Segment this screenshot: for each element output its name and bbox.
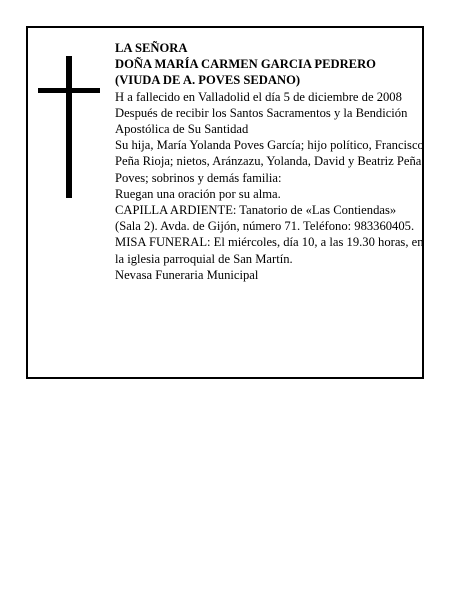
- widow-of: (VIUDA DE A. POVES SEDANO): [115, 73, 301, 88]
- obituary-notice: [26, 26, 424, 379]
- deceased-name: DOÑA MARÍA CARMEN GARCIA PEDRERO: [115, 57, 376, 72]
- notice-body: [115, 40, 425, 283]
- funeral-mass-info: MISA FUNERAL: El miércoles, día 10, a las 19.30 horas, en la iglesia parroquial de San Martín.: [115, 235, 424, 266]
- cross-vertical-bar: [66, 56, 72, 198]
- notice-heading: LA SEÑORA: [115, 41, 188, 55]
- sacraments-text: Después de recibir los Santos Sacramentos y la Bendición Apostólica de Su Santidad: [115, 105, 408, 137]
- chapel-info: CAPILLA ARDIENTE: Tanatorio de «Las Contiendas» (Sala 2). Avda. de Gijón, número 71. Teléfono: 983360405.: [115, 203, 415, 234]
- cross-horizontal-bar: [38, 88, 100, 93]
- prayer-request: Ruegan una oración por su alma.: [115, 186, 281, 201]
- death-notice: H a fallecido en Valladolid el día 5 de diciembre de 2008: [115, 89, 402, 104]
- funeral-home: Nevasa Funeraria Municipal: [115, 267, 259, 282]
- family-text: Su hija, María Yolanda Poves García; hijo político, Francisco Peña Rioja; nietos, Aránzazu, Yolanda, David y Beatriz Peña Poves; sobrinos y demás familia:: [115, 138, 424, 185]
- cross-icon: [38, 56, 100, 198]
